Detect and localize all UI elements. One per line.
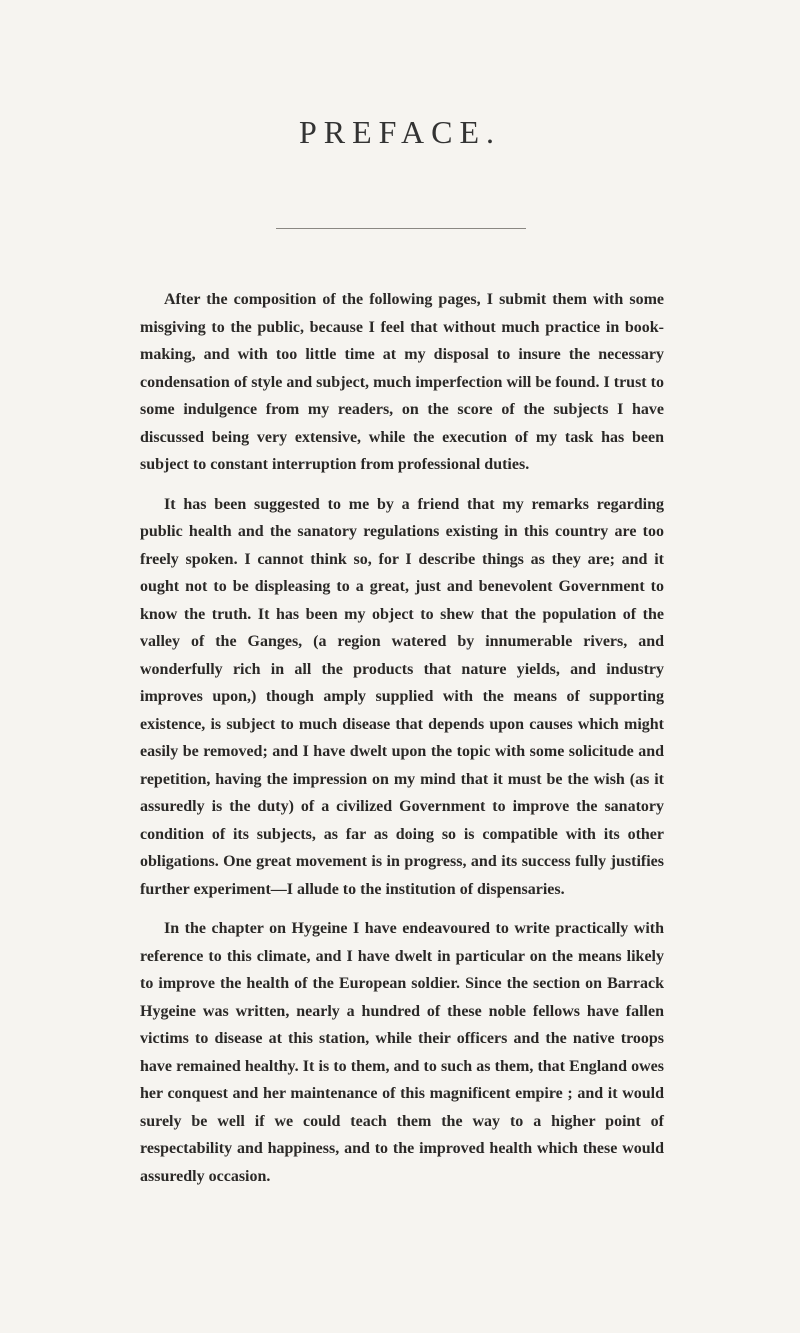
preface-body bbox=[140, 286, 664, 1202]
paragraph-2: It has been suggested to me by a friend that my remarks regarding public health and the sanatory regulations existing in this country are too freely spoken. I cannot think so, for I describe things as they are; and it ought not to be displeasing to a great, just and benevolent Government to know the truth. It has been my object to shew that the population of the valley of the Ganges, (a region watered by innumerable rivers, and wonderfully rich in all the products that nature yields, and industry improves upon,) though amply supplied with the means of supporting existence, is subject to much disease that depends upon causes which might easily be removed; and I have dwelt upon the topic with some solicitude and repetition, having the impression on my mind that it must be the wish (as it assuredly is the duty) of a civilized Government to improve the sanatory condition of its subjects, as far as doing so is compatible with its other obligations. One great movement is in progress, and its success fully justifies further experiment—I allude to the institution of dispensaries. bbox=[140, 495, 664, 898]
paragraph-3: In the chapter on Hygeine I have endeavoured to write practically with reference to this climate, and I have dwelt in particular on the means likely to improve the health of the European soldier. Since the section on Barrack Hygeine was written, nearly a hundred of these noble fellows have fallen victims to disease at this station, while their officers and the native troops have remained healthy. It is to them, and to such as them, that England owes her conquest and her maintenance of this magnificent empire ; and it would surely be well if we could teach them the way to a higher point of respectability and happiness, and to the improved health which these would assuredly occasion. bbox=[140, 920, 664, 1185]
title-divider bbox=[276, 228, 526, 229]
paragraph-1: After the composition of the following pages, I submit them with some misgiving to the public, because I feel that without much practice in book-making, and with too little time at my disposal to insure the necessary condensation of style and subject, much imperfection will be found. I trust to some indulgence from my readers, on the score of the subjects I have discussed being very extensive, while the execution of my task has been subject to constant interruption from professional duties. bbox=[140, 291, 664, 473]
page-title: PREFACE. bbox=[298, 114, 502, 150]
